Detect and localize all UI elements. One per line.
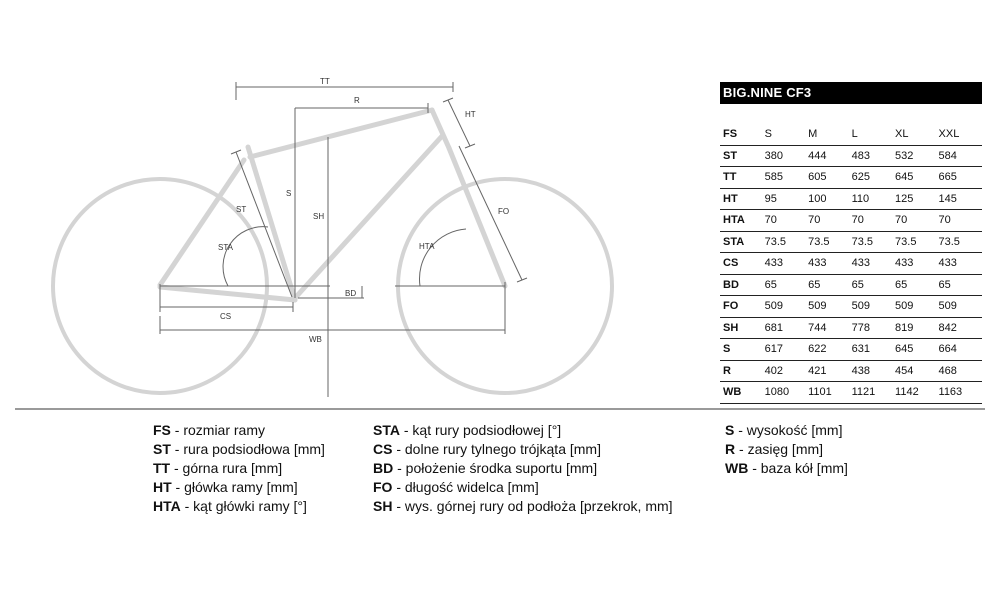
table-cell: 73.5 <box>895 231 938 253</box>
row-label: TT <box>720 167 765 189</box>
table-cell: 125 <box>895 188 938 210</box>
table-cell: 100 <box>808 188 851 210</box>
legend-abbr: STA <box>373 422 400 438</box>
table-cell: 73.5 <box>765 231 808 253</box>
row-label: R <box>720 360 765 382</box>
legend-abbr: WB <box>725 460 749 476</box>
table-cell: 483 <box>852 145 895 167</box>
legend-text: - kąt rury podsiodłowej [°] <box>399 422 562 438</box>
row-label: CS <box>720 253 765 275</box>
spec-row-s <box>720 339 982 361</box>
table-cell: 65 <box>765 274 808 296</box>
legend-text: - rozmiar ramy <box>170 422 266 438</box>
table-cell: 70 <box>852 210 895 232</box>
legend-column <box>373 421 673 516</box>
legend-abbr: R <box>725 441 736 457</box>
table-cell: 65 <box>852 274 895 296</box>
spec-row-r <box>720 360 982 382</box>
dim-label-st: ST <box>236 205 247 214</box>
table-cell: 73.5 <box>852 231 895 253</box>
legend-item <box>725 421 848 440</box>
table-cell: 631 <box>852 339 895 361</box>
table-cell: 110 <box>852 188 895 210</box>
row-label: ST <box>720 145 765 167</box>
legend-item <box>725 440 848 459</box>
legend-abbr: HT <box>153 479 172 495</box>
legend-item <box>373 421 673 440</box>
legend-abbr: HTA <box>153 498 181 514</box>
spec-row-fo <box>720 296 982 318</box>
table-cell: 509 <box>939 296 982 318</box>
legend-item <box>153 459 325 478</box>
table-cell: 665 <box>939 167 982 189</box>
table-cell: 433 <box>808 253 851 275</box>
table-cell: 438 <box>852 360 895 382</box>
row-label: STA <box>720 231 765 253</box>
table-cell: 681 <box>765 317 808 339</box>
table-cell: 625 <box>852 167 895 189</box>
table-cell: 509 <box>808 296 851 318</box>
legend-abbr: TT <box>153 460 171 476</box>
table-cell: 509 <box>895 296 938 318</box>
legend-text: - zasięg [mm] <box>735 441 824 457</box>
table-cell: 433 <box>852 253 895 275</box>
legend-text: - długość widelca [mm] <box>392 479 539 495</box>
table-cell: 645 <box>895 167 938 189</box>
table-cell: 402 <box>765 360 808 382</box>
table-cell: 70 <box>939 210 982 232</box>
table-cell: 444 <box>808 145 851 167</box>
legend-item <box>153 478 325 497</box>
row-label: HT <box>720 188 765 210</box>
table-cell: 664 <box>939 339 982 361</box>
spec-row-wb <box>720 382 982 404</box>
table-cell: 1080 <box>765 382 808 404</box>
row-label: S <box>720 339 765 361</box>
table-cell: 65 <box>939 274 982 296</box>
dim-label-sh: SH <box>313 212 325 221</box>
legend-text: - rura podsiodłowa [mm] <box>170 441 325 457</box>
bike-frame <box>160 110 505 300</box>
table-cell: 433 <box>765 253 808 275</box>
table-cell: 584 <box>939 145 982 167</box>
table-cell: 65 <box>808 274 851 296</box>
legend-text: - baza kół [mm] <box>748 460 848 476</box>
legend-item <box>373 440 673 459</box>
spec-row-sh <box>720 317 982 339</box>
dim-label-r: R <box>354 96 360 105</box>
table-cell: 1101 <box>808 382 851 404</box>
legend-item <box>725 459 848 478</box>
table-cell: 622 <box>808 339 851 361</box>
table-cell: 380 <box>765 145 808 167</box>
dim-label-tt: TT <box>320 77 330 86</box>
spec-row-hta <box>720 210 982 232</box>
spec-header-row <box>720 124 982 145</box>
legend-abbr: S <box>725 422 735 438</box>
dimension-lines <box>160 82 527 397</box>
dim-label-wb: WB <box>309 335 322 344</box>
table-cell: 70 <box>895 210 938 232</box>
dim-label-ht: HT <box>465 110 476 119</box>
legend-text: - główka ramy [mm] <box>171 479 298 495</box>
table-cell: 509 <box>765 296 808 318</box>
size-header: XL <box>895 124 938 145</box>
legend-column <box>153 421 325 516</box>
table-cell: 73.5 <box>939 231 982 253</box>
row-label: BD <box>720 274 765 296</box>
spec-table <box>720 124 982 404</box>
dim-label-hta: HTA <box>419 242 435 251</box>
table-cell: 433 <box>895 253 938 275</box>
table-cell: 73.5 <box>808 231 851 253</box>
dim-label-bd: BD <box>345 289 357 298</box>
legend-abbr: SH <box>373 498 393 514</box>
section-divider <box>15 408 985 410</box>
legend-item <box>153 497 325 516</box>
table-cell: 532 <box>895 145 938 167</box>
table-cell: 70 <box>765 210 808 232</box>
table-cell: 468 <box>939 360 982 382</box>
table-cell: 778 <box>852 317 895 339</box>
dim-label-s: S <box>286 189 292 198</box>
table-cell: 65 <box>895 274 938 296</box>
size-header: S <box>765 124 808 145</box>
dim-label-fo: FO <box>498 207 510 216</box>
spec-table-title: BIG.NINE CF3 <box>720 82 982 104</box>
legend-text: - dolne rury tylnego trójkąta [mm] <box>392 441 601 457</box>
legend-item <box>373 459 673 478</box>
spec-row-tt <box>720 167 982 189</box>
legend-item <box>373 497 673 516</box>
row-label: FS <box>720 124 765 145</box>
table-cell: 645 <box>895 339 938 361</box>
table-cell: 605 <box>808 167 851 189</box>
legend-item <box>373 478 673 497</box>
table-cell: 1142 <box>895 382 938 404</box>
size-header: XXL <box>939 124 982 145</box>
spec-row-sta <box>720 231 982 253</box>
row-label: SH <box>720 317 765 339</box>
legend-abbr: CS <box>373 441 393 457</box>
row-label: FO <box>720 296 765 318</box>
spec-row-ht <box>720 188 982 210</box>
table-cell: 744 <box>808 317 851 339</box>
table-cell: 509 <box>852 296 895 318</box>
dim-label-sta: STA <box>218 243 233 252</box>
table-cell: 819 <box>895 317 938 339</box>
geometry-spec-table <box>720 82 982 404</box>
table-cell: 433 <box>939 253 982 275</box>
table-cell: 95 <box>765 188 808 210</box>
legend-abbr: FS <box>153 422 171 438</box>
legend-text: - wysokość [mm] <box>734 422 843 438</box>
table-cell: 70 <box>808 210 851 232</box>
spec-row-cs <box>720 253 982 275</box>
table-cell: 145 <box>939 188 982 210</box>
table-cell: 1163 <box>939 382 982 404</box>
spec-row-st <box>720 145 982 167</box>
legend-text: - położenie środka suportu [mm] <box>393 460 598 476</box>
legend-text: - górna rura [mm] <box>170 460 283 476</box>
legend-column <box>725 421 848 478</box>
row-label: WB <box>720 382 765 404</box>
table-cell: 617 <box>765 339 808 361</box>
size-header: M <box>808 124 851 145</box>
table-cell: 421 <box>808 360 851 382</box>
legend-text: - kąt główki ramy [°] <box>180 498 307 514</box>
spec-row-bd <box>720 274 982 296</box>
legend-abbr: FO <box>373 479 393 495</box>
legend-abbr: BD <box>373 460 394 476</box>
legend-item <box>153 421 325 440</box>
row-label: HTA <box>720 210 765 232</box>
dim-label-cs: CS <box>220 312 232 321</box>
size-header: L <box>852 124 895 145</box>
legend-abbr: ST <box>153 441 171 457</box>
table-cell: 585 <box>765 167 808 189</box>
legend-item <box>153 440 325 459</box>
table-cell: 842 <box>939 317 982 339</box>
table-cell: 454 <box>895 360 938 382</box>
table-cell: 1121 <box>852 382 895 404</box>
legend-text: - wys. górnej rury od podłoża [przekrok, mm] <box>392 498 673 514</box>
